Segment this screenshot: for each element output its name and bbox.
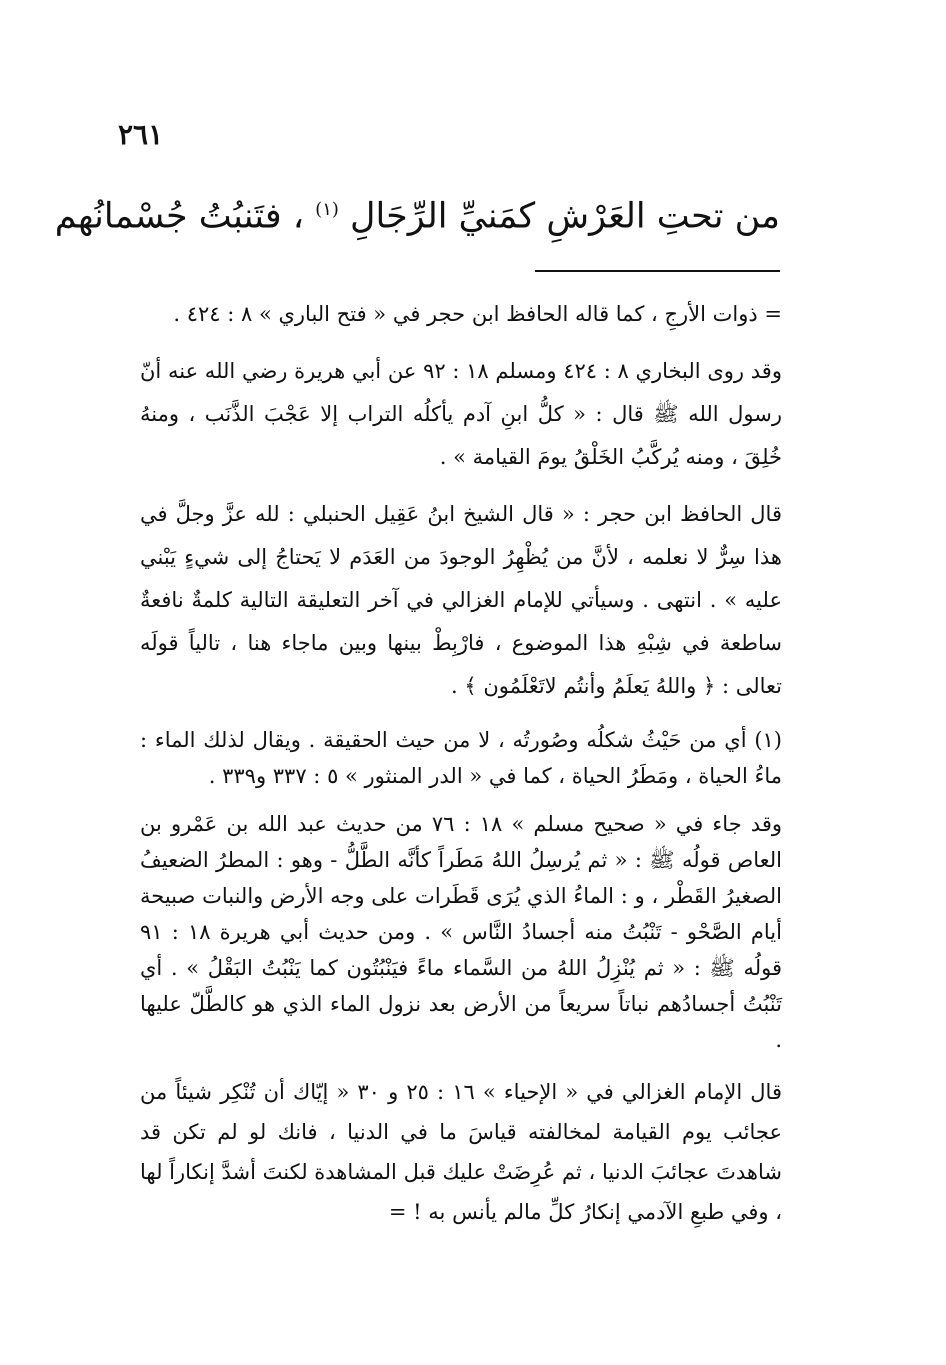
verse-second-part: ، فتَنبُتُ جُسْمانُهم [54, 196, 305, 237]
poem-verse [54, 180, 780, 247]
footnote-paragraph: قال الإمام الغزالي في « الإحياء » ١٦ : ٢٥ و ٣٠ « إيّاك أن تُنْكِر شيئاً من عجائب يوم القيامة لمخالفته قياسَ ما في الدنيا ، فانك لو لم تكن قد شاهدتَ عجائبَ الدنيا ، ثم عُرِضَتْ عليك قبل المشاهدة لكنتَ أشدَّ إنكاراً لها ، وفي طبعِ الآدمي إنكارُ كلِّ مالم يأنس به ! = [140, 1080, 782, 1224]
footnote-paragraph: وقد روى البخاري ٨ : ٤٢٤ ومسلم ١٨ : ٩٢ عن أبي هريرة رضي الله عنه أنّ رسول الله ﷺ قال : « كلُّ ابنِ آدم يأكلُه التراب إلا عَجْبَ الذَّنَب ، ومنهُ خُلِقَ ، ومنه يُركَّبُ الخَلْقُ يومَ القيامة » . [140, 359, 782, 469]
page-number: ٢٦١ [118, 118, 164, 151]
footnote-paragraph: وقد جاء في « صحيح مسلم » ١٨ : ٧٦ من حديث عبد الله بن عَمْرو بن العاص قولُه ﷺ : « ثم يُرسِلُ اللهُ مَطَراً كأنَّه الطَّلُّ - وهو : المطرُ الضعيفُ الصغيرُ القَطْر ، و : الماءُ الذي يُرَى قَطَرات على وجه الأرض والنبات صبيحة أيام الصَّحْو - تَنْبُتُ منه أجسادُ النَّاس » . ومن حديث أبي هريرة ١٨ : ٩١ قولُه ﷺ : « ثم يُنْزِلُ اللهُ من السَّماء ماءً فيَنْبُتُون كما يَنْبُتُ البَقْلُ » . أي تَنْبُتُ أجسادُهم نباتاً سريعاً من الأرض بعد نزول الماء الذي هو كالطَّلّ عليها . [140, 812, 782, 1052]
footnote-separator [535, 270, 780, 272]
footnote-1: (١) أي من حَيْثُ شكلُه وصُورتُه ، لا من حيث الحقيقة . ويقال لذلك الماء : ماءُ الحياة ، ومَطَرُ الحياة ، كما في « الدر المنثور » ٥ : ٣٣٧ و٣٣٩ . [140, 728, 782, 788]
footnote-ref: (١) [315, 199, 339, 220]
footnotes [140, 292, 782, 1232]
verse-first-part: من تحتِ العَرْشِ كمَنيِّ الرِّجَالِ [350, 196, 780, 237]
footnote-continuation: = ذوات الأرجِ ، كما قاله الحافظ ابن حجر في « فتح الباري » ٨ : ٤٢٤ . [173, 302, 782, 326]
footnote-paragraph: قال الحافظ ابن حجر : « قال الشيخ ابنُ عَقِيل الحنبلي : لله عزَّ وجلَّ في هذا سِرٌّ لا نعلمه ، لأنَّ من يُظْهِرُ الوجودَ من العَدَم لا يَحتاجُ إلى شيءٍ يَبْني عليه » . انتهى . وسيأتي للإمام الغزالي في آخر التعليقة التالية كلمةٌ نافعةٌ ساطعة في شِبْهِ هذا الموضوع ، فارْبِطْ بينها وبين ماجاء هنا ، تالياً قولَه تعالى : ﴿ واللهُ يَعلَمُ وأنتُم لاتَعْلَمُون ﴾ . [140, 502, 782, 698]
